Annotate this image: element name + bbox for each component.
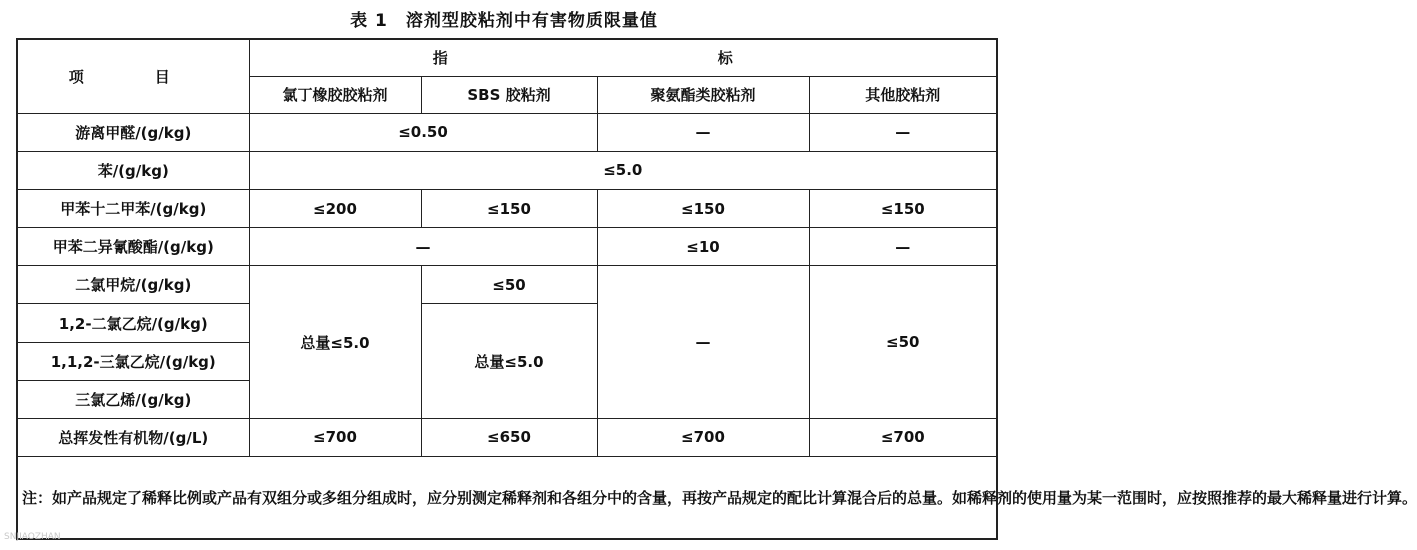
- row-toluene-xylene: [17, 190, 997, 228]
- cell-value: —: [809, 228, 997, 266]
- row-benzene: [17, 151, 997, 189]
- header-indicator: 指 标: [249, 39, 997, 76]
- cell-value: ≤150: [597, 190, 809, 228]
- cell-value: ≤50: [421, 266, 597, 304]
- row-tvoc: [17, 418, 997, 456]
- row-label: 总挥发性有机物/(g/L): [17, 418, 249, 456]
- cell-value: ≤5.0: [249, 151, 997, 189]
- row-dichloromethane: [17, 266, 997, 304]
- cell-value: ≤700: [809, 418, 997, 456]
- row-tdi: [17, 228, 997, 266]
- row-note: [17, 457, 997, 539]
- group-polyurethane: —: [597, 266, 809, 419]
- table-title: 表 1 溶剂型胶粘剂中有害物质限量值: [350, 11, 658, 31]
- row-label: 1,1,2-三氯乙烷/(g/kg): [17, 342, 249, 380]
- row-label: 苯/(g/kg): [17, 151, 249, 189]
- cell-value: ≤0.50: [249, 113, 597, 151]
- row-label: 三氯乙烯/(g/kg): [17, 380, 249, 418]
- col-polyurethane: 聚氨酯类胶粘剂: [597, 76, 809, 113]
- row-label: 游离甲醛/(g/kg): [17, 113, 249, 151]
- row-formaldehyde: [17, 113, 997, 151]
- group-total-chloroprene: 总量≤5.0: [249, 266, 421, 419]
- cell-value: ≤200: [249, 190, 421, 228]
- cell-value: ≤650: [421, 418, 597, 456]
- row-label: 甲苯二异氰酸酯/(g/kg): [17, 228, 249, 266]
- table-note: 注：如产品规定了稀释比例或产品有双组分或多组分组成时，应分别测定稀释剂和各组分中的含量，再按产品规定的配比计算混合后的总量。如稀释剂的使用量为某一范围时，应按照推荐的最大稀释量进行计算。: [17, 457, 997, 539]
- cell-value: —: [597, 113, 809, 151]
- cell-value: ≤150: [421, 190, 597, 228]
- limits-table: [16, 38, 1417, 540]
- col-chloroprene: 氯丁橡胶胶粘剂: [249, 76, 421, 113]
- watermark: SNJIAOZHAN: [4, 532, 61, 542]
- header-item: 项 目: [17, 39, 249, 113]
- col-sbs: SBS 胶粘剂: [421, 76, 597, 113]
- row-label: 1,2-二氯乙烷/(g/kg): [17, 304, 249, 342]
- cell-value: —: [249, 228, 597, 266]
- col-other: 其他胶粘剂: [809, 76, 997, 113]
- cell-value: ≤700: [249, 418, 421, 456]
- cell-value: ≤10: [597, 228, 809, 266]
- group-total-sbs: 总量≤5.0: [421, 304, 597, 418]
- row-label: 二氯甲烷/(g/kg): [17, 266, 249, 304]
- cell-value: ≤150: [809, 190, 997, 228]
- cell-value: —: [809, 113, 997, 151]
- group-other: ≤50: [809, 266, 997, 419]
- row-label: 甲苯十二甲苯/(g/kg): [17, 190, 249, 228]
- header-row-1: [17, 39, 997, 76]
- cell-value: ≤700: [597, 418, 809, 456]
